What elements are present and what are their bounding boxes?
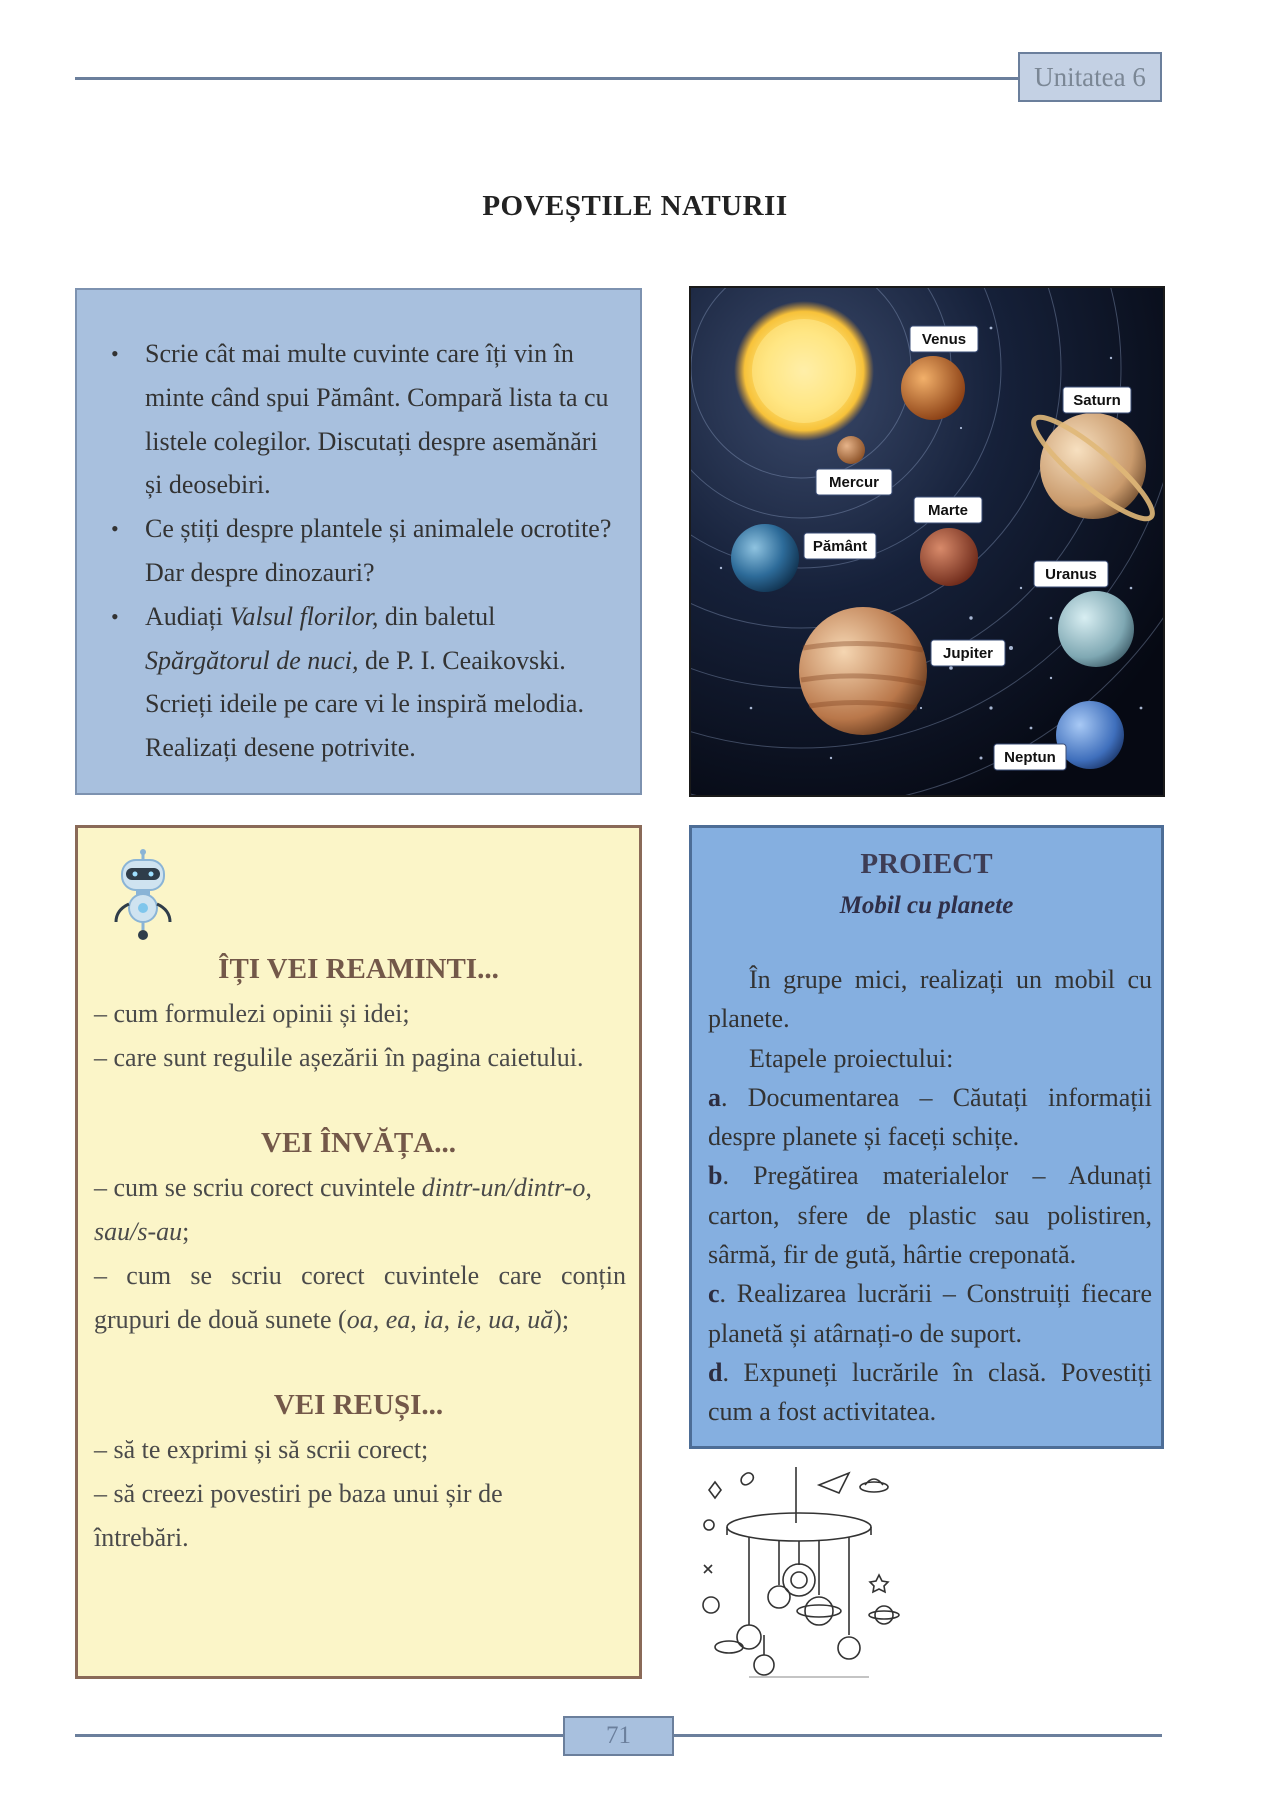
project-text	[708, 960, 1152, 1432]
project-box	[689, 825, 1164, 1449]
label-jupiter: Jupiter	[942, 645, 994, 662]
label-neptun: Neptun	[1004, 749, 1056, 766]
project-title: PROIECT	[860, 848, 993, 880]
project-subtitle: Mobil cu planete	[839, 892, 1014, 919]
objective-item: – cum se scriu corect cuvintele care conțin	[94, 1261, 626, 1290]
heading-remember: ÎȚI VEI REAMINTI...	[218, 953, 499, 985]
prompt-list	[111, 332, 616, 770]
objective-item: întrebări.	[94, 1523, 189, 1552]
page-title: POVEȘTILE NATURII	[482, 190, 788, 222]
objective-item: – să creezi povestiri pe baza unui șir de	[94, 1479, 503, 1508]
solar-system-image	[689, 286, 1165, 797]
discussion-prompts-box	[75, 288, 642, 795]
label-marte: Marte	[927, 502, 969, 519]
prompt-item: • Scrie cât mai multe cuvinte care îți vin în minte când spui Pământ. Compară lista ta cu listele colegilor. Discutați despre asemănări și deosebiri.	[111, 332, 616, 507]
unit-label: Unitatea 6	[1018, 52, 1162, 102]
project-step: c. Realizarea lucrării – Construiți fiecare planetă și atârnați-o de suport.	[708, 1279, 1152, 1348]
label-saturn: Saturn	[1073, 392, 1121, 409]
project-steps-label: Etapele proiectului:	[749, 1043, 954, 1073]
label-venus: Venus	[921, 331, 967, 348]
label-mercur: Mercur	[828, 474, 880, 491]
planet-mobile-sketch	[689, 1465, 904, 1687]
project-step: a. Documentarea – Căutați informații despre planete și faceți schițe.	[708, 1082, 1152, 1152]
page-number: 71	[563, 1716, 674, 1756]
label-pamant: Pământ	[812, 538, 868, 555]
project-step: d. Expuneți lucrările în clasă. Povestiți cum a fost activitatea.	[708, 1357, 1152, 1427]
objective-item: – să te exprimi și să scrii corect;	[94, 1435, 429, 1464]
header-rule	[75, 77, 1020, 80]
prompt-item: • Ce știți despre plantele și animalele ocrotite? Dar despre dinozauri?	[111, 507, 616, 595]
label-uranus: Uranus	[1045, 566, 1097, 583]
prompt-item: • Audiați Valsul florilor, din baletul Spărgătorul de nuci, de P. I. Ceaikovski. Scrieți ideile pe care vi le inspiră melodia. Realizați desene potrivite.	[111, 595, 616, 770]
objective-item: grupuri de două sunete (oa, ea, ia, ie, ua, uă);	[94, 1305, 570, 1334]
learning-objectives-box	[75, 825, 642, 1679]
project-step: b. Pregătirea materialelor – Adunați carton, sfere de plastic sau polistiren, sârmă, fir de gută, hârtie creponată.	[708, 1161, 1152, 1270]
project-intro: În grupe mici, realizați un mobil cu planete.	[708, 965, 1152, 1034]
objective-item: – cum se scriu corect cuvintele dintr-un/dintr-o,	[94, 1173, 592, 1202]
objective-item: – care sunt regulile așezării în pagina caietului.	[94, 1043, 584, 1072]
objective-item: sau/s-au;	[94, 1217, 190, 1246]
heading-learn: VEI ÎNVĂȚA...	[261, 1127, 456, 1159]
objective-item: – cum formulezi opinii și idei;	[94, 999, 410, 1028]
robot-icon	[106, 848, 180, 942]
heading-succeed: VEI REUȘI...	[273, 1389, 444, 1421]
